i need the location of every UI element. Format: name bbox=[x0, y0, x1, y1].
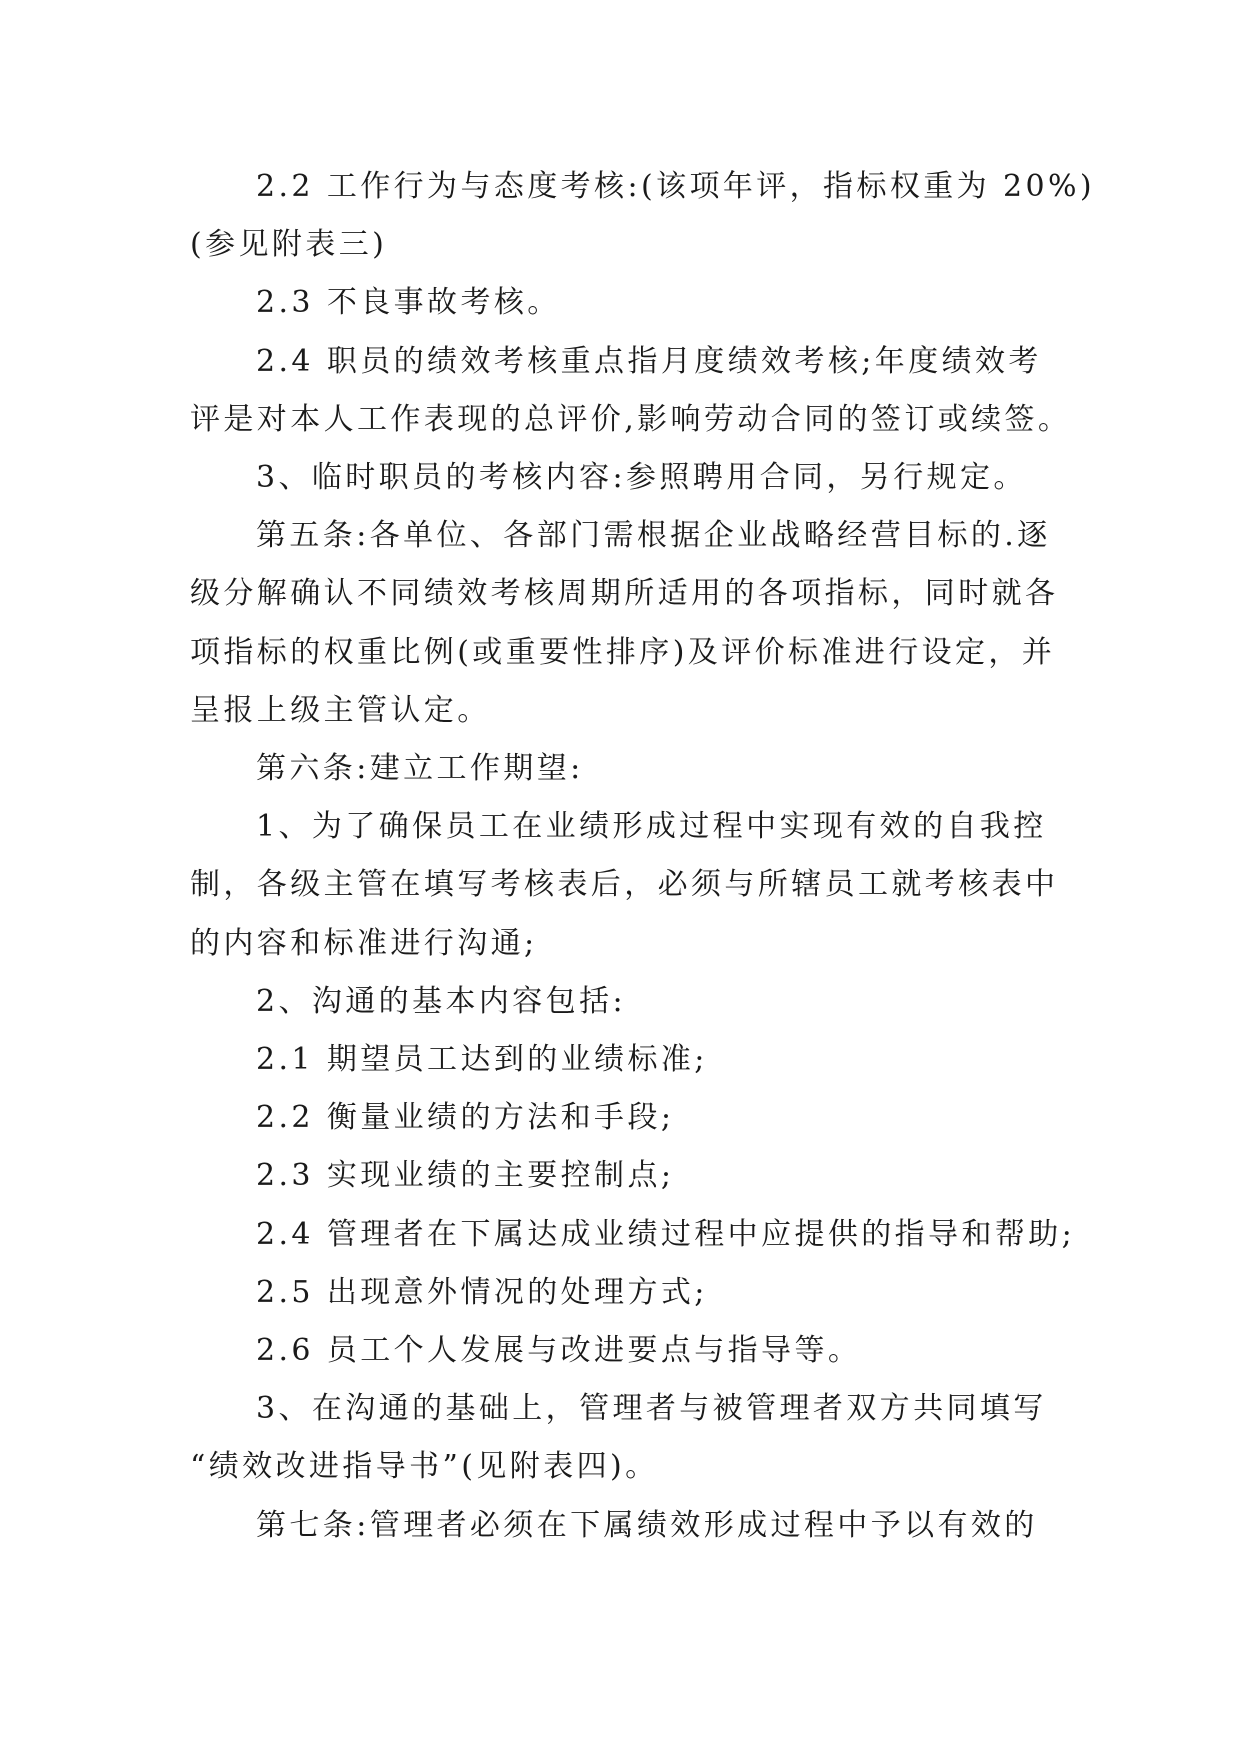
text-line: 3、在沟通的基础上，管理者与被管理者双方共同填写 bbox=[256, 1391, 1047, 1427]
text-line: 的内容和标准进行沟通; bbox=[190, 925, 538, 961]
document-body bbox=[190, 158, 1095, 1555]
text-line: 2.2 衡量业绩的方法和手段; bbox=[256, 1100, 675, 1136]
text-line: 2.6 员工个人发展与改进要点与指导等。 bbox=[256, 1333, 862, 1369]
text-line: 第七条:管理者必须在下属绩效形成过程中予以有效的 bbox=[256, 1507, 1038, 1543]
text-line: 3、临时职员的考核内容:参照聘用合同，另行规定。 bbox=[256, 460, 1027, 496]
text-line: 2、沟通的基本内容包括: bbox=[256, 983, 626, 1019]
text-line: 2.4 管理者在下属达成业绩过程中应提供的指导和帮助; bbox=[256, 1216, 1076, 1252]
text-line: 级分解确认不同绩效考核周期所适用的各项指标，同时就各 bbox=[190, 576, 1059, 612]
text-line: 第五条:各单位、各部门需根据企业战略经营目标的.逐 bbox=[256, 518, 1051, 554]
text-line: 制，各级主管在填写考核表后，必须与所辖员工就考核表中 bbox=[190, 867, 1059, 903]
text-line: 评是对本人工作表现的总评价,影响劳动合同的签订或续签。 bbox=[190, 401, 1072, 437]
text-line: 1、为了确保员工在业绩形成过程中实现有效的自我控 bbox=[256, 809, 1047, 845]
text-line: 2.5 出现意外情况的处理方式; bbox=[256, 1274, 708, 1310]
text-line: 第六条:建立工作期望: bbox=[256, 751, 584, 787]
text-line: 2.3 不良事故考核。 bbox=[256, 285, 561, 321]
text-line: “绩效改进指导书”(见附表四)。 bbox=[190, 1449, 659, 1485]
text-line: 2.3 实现业绩的主要控制点; bbox=[256, 1158, 675, 1194]
text-line: 2.4 职员的绩效考核重点指月度绩效考核;年度绩效考 bbox=[256, 343, 1042, 379]
text-line: 2.1 期望员工达到的业绩标准; bbox=[256, 1042, 708, 1078]
text-line: 2.2 工作行为与态度考核:(该项年评，指标权重为 20%) bbox=[256, 169, 1095, 204]
text-line: 呈报上级主管认定。 bbox=[190, 692, 491, 728]
text-line: 项指标的权重比例(或重要性排序)及评价标准进行设定，并 bbox=[190, 634, 1056, 670]
text-line: (参见附表三) bbox=[190, 227, 388, 263]
